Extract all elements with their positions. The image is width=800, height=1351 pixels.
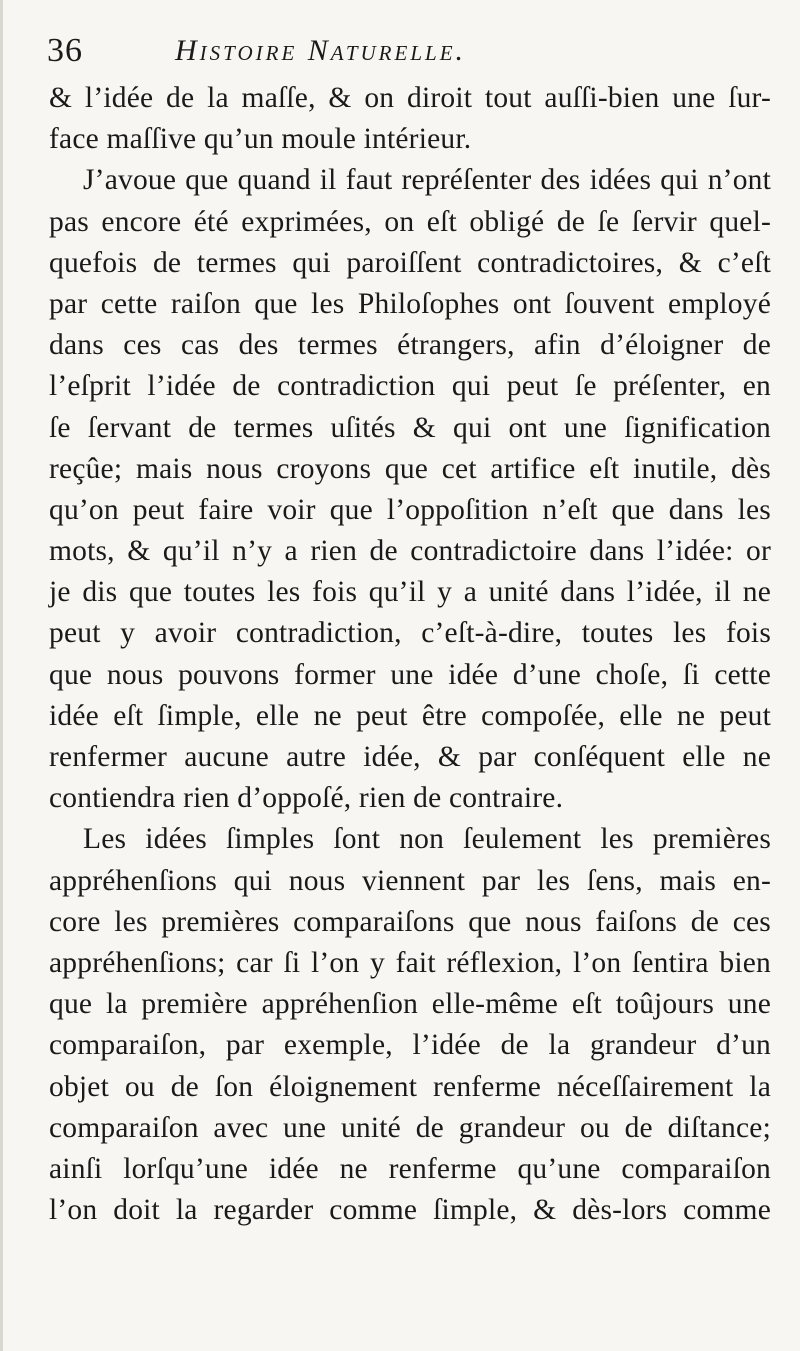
text-line: pas encore été exprimées, on eſt obligé de ſe ſervir quel- (49, 205, 771, 238)
text-line: ainſi lorſqu’une idée ne renferme qu’une comparaiſon (49, 1152, 771, 1185)
text-line: dans ces cas des termes étrangers, afin d’éloigner de (49, 329, 771, 362)
text-line: que nous pouvons former une idée d’une choſe, ſi cette (49, 658, 771, 691)
text-line: Les idées ſimples ſont non ſeulement les premières (83, 823, 771, 856)
text-line: comparaiſon avec une unité de grandeur ou de diſtance; (49, 1111, 771, 1144)
text-line: idée eſt ſimple, elle ne peut être compoſée, elle ne peut (49, 699, 771, 732)
text-line: appréhenſions; car ſi l’on y fait réflexion, l’on ſentira bien (49, 946, 771, 979)
text-line: face maſſive qu’un moule intérieur. (49, 123, 472, 156)
page-number: 36 (47, 32, 83, 69)
running-title: Histoire Naturelle. (175, 34, 467, 67)
text-line: & l’idée de la maſſe, & on diroit tout auſſi-bien une ſur- (49, 82, 771, 114)
page-header (47, 28, 764, 72)
text-line: l’on doit la regarder comme ſimple, & dès-lors comme (49, 1194, 771, 1227)
body-text (49, 78, 771, 1231)
text-line: mots, & qu’il n’y a rien de contradictoire dans l’idée: or (49, 535, 771, 568)
text-line: peut y avoir contradiction, c’eſt-à-dire, toutes les fois (49, 617, 771, 650)
text-line: J’avoue que quand il faut repréſenter des idées qui n’ont (83, 164, 771, 197)
text-line: reçûe; mais nous croyons que cet artifice eſt inutile, dès (49, 452, 771, 485)
text-line: ſe ſervant de termes uſités & qui ont une ſignification (49, 411, 771, 444)
text-line: renfermer aucune autre idée, & par conſéquent elle ne (49, 741, 771, 773)
text-line: qu’on peut faire voir que l’oppoſition n’eſt que dans les (49, 493, 771, 526)
text-line: l’eſprit l’idée de contradiction qui peut ſe préſenter, en (49, 370, 771, 403)
text-line: que la première appréhenſion elle-même eſt toûjours une (49, 988, 771, 1021)
text-line: quefois de termes qui paroiſſent contradictoires, & c’eſt (49, 246, 771, 279)
text-line: je dis que toutes les fois qu’il y a unité dans l’idée, il ne (49, 576, 771, 609)
text-line: contiendra rien d’oppoſé, rien de contraire. (49, 782, 564, 815)
text-line: comparaiſon, par exemple, l’idée de la grandeur d’un (49, 1029, 771, 1062)
text-line: par cette raiſon que les Philoſophes ont ſouvent employé (49, 287, 771, 320)
text-line: core les premières comparaiſons que nous faiſons de ces (49, 905, 771, 938)
text-line: objet ou de ſon éloignement renferme néceſſairement la (49, 1070, 771, 1103)
text-line: appréhenſions qui nous viennent par les ſens, mais en- (49, 864, 771, 897)
